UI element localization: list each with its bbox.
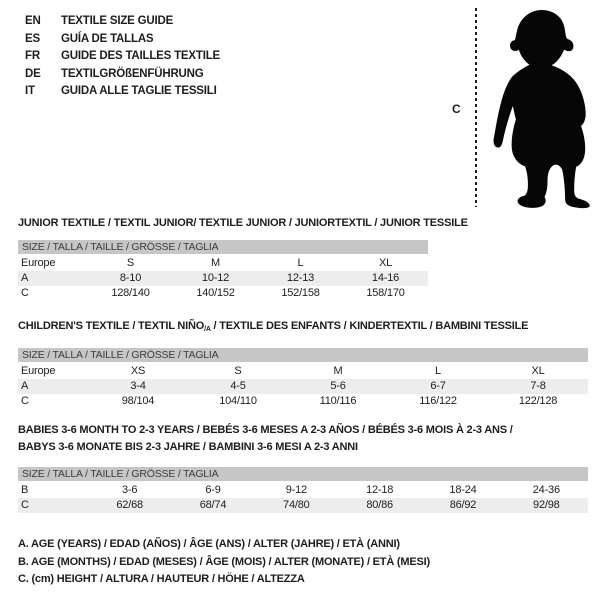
legend-note-b: B. AGE (MONTHS) / EDAD (MESES) / ÂGE (MOIS) / ALTER (MONATE) / ETÀ (MESI) — [18, 555, 430, 568]
size-cell: XL — [378, 257, 393, 269]
legend-note-a: A. AGE (YEARS) / EDAD (AÑOS) / ÂGE (ANS) / ALTER (JAHRE) / ETÀ (ANNI) — [18, 538, 400, 550]
size-header-bar: SIZE / TALLA / TAILLE / GRÖSSE / TAGLIA — [18, 467, 588, 481]
children-size-table — [18, 348, 588, 409]
table-row — [18, 286, 428, 301]
size-cell: 140/152 — [196, 287, 235, 299]
babies-size-table — [18, 467, 588, 513]
language-code: DE — [25, 67, 41, 80]
language-row — [25, 83, 220, 101]
row-label: C — [21, 395, 29, 407]
language-title-list — [25, 13, 220, 101]
legend-notes — [18, 536, 430, 589]
size-cell: 12-18 — [366, 484, 394, 496]
size-cell: 14-16 — [371, 272, 400, 284]
table-row — [18, 483, 588, 498]
size-cell: 104/110 — [219, 395, 257, 407]
language-row — [25, 13, 220, 31]
size-cell: 24-36 — [532, 484, 560, 496]
size-cell: 122/128 — [518, 395, 558, 407]
table-row — [18, 256, 428, 271]
size-cell: S — [126, 257, 135, 269]
size-cell: 18-24 — [449, 484, 477, 496]
size-cell: S — [234, 365, 242, 377]
guide-title: GUÍA DE TALLAS — [61, 32, 154, 45]
junior-table — [18, 256, 428, 301]
guide-title: GUIDE DES TAILLES TEXTILE — [61, 50, 220, 62]
size-cell: 128/140 — [111, 287, 150, 299]
size-cell: 9-12 — [285, 484, 307, 496]
language-code: IT — [25, 85, 35, 97]
row-label: B — [21, 484, 29, 496]
size-cell: 74/80 — [283, 499, 310, 511]
size-cell: M — [333, 365, 343, 377]
row-label: A — [21, 380, 29, 392]
guide-title: GUIDA ALLE TAGLIE TESSILI — [61, 85, 217, 97]
babies-section-heading — [18, 422, 513, 456]
babies-table — [18, 483, 588, 513]
language-code: EN — [25, 15, 41, 27]
table-row — [18, 498, 588, 513]
size-cell: 110/116 — [319, 395, 357, 407]
size-cell: XL — [531, 365, 545, 377]
heading-text: CHILDREN'S TEXTILE / TEXTIL NIÑO — [18, 320, 205, 332]
heading-text: / TEXTILE DES ENFANTS / KINDERTEXTIL / BAMBINI TESSILE — [210, 320, 529, 332]
junior-size-table — [18, 240, 428, 301]
height-measure-line — [475, 8, 477, 207]
language-code: FR — [25, 50, 40, 62]
size-cell: 86/92 — [449, 499, 477, 511]
size-cell: L — [297, 257, 304, 269]
size-cell: 152/158 — [281, 287, 320, 299]
children-section-heading — [18, 318, 528, 338]
legend-note-c: C. (cm) HEIGHT / ALTURA / HAUTEUR / HÖHE / ALTEZZA — [18, 573, 305, 585]
size-cell: 8-10 — [119, 272, 142, 284]
row-label: Europe — [21, 365, 56, 377]
row-label: Europe — [21, 257, 56, 269]
row-label: A — [21, 272, 29, 284]
heading-line: BABIES 3-6 MONTH TO 2-3 YEARS / BEBÉS 3-6 MESES A 2-3 AÑOS / BÉBÉS 3-6 MOIS À 2-3 ANS / — [18, 424, 513, 436]
size-cell: 98/104 — [121, 395, 155, 407]
size-cell: 3-4 — [130, 380, 146, 392]
size-cell: 10-12 — [201, 272, 230, 284]
size-cell: 80/86 — [366, 499, 393, 511]
size-cell: 158/170 — [366, 287, 405, 299]
heading-line: BABYS 3-6 MONATE BIS 2-3 JAHRE / BAMBINI 3-6 MESI A 2-3 ANNI — [18, 441, 358, 453]
size-header-bar: SIZE / TALLA / TAILLE / GRÖSSE / TAGLIA — [18, 240, 428, 254]
size-cell: 7-8 — [530, 380, 546, 392]
row-label: C — [21, 287, 29, 299]
language-row — [25, 66, 220, 84]
table-row — [18, 379, 588, 394]
size-cell: 5-6 — [330, 380, 346, 392]
table-row — [18, 364, 588, 379]
size-cell: 116/122 — [419, 395, 457, 407]
table-row — [18, 394, 588, 409]
size-cell: 12-13 — [286, 272, 315, 284]
table-row — [18, 271, 428, 286]
size-cell: 68/74 — [199, 499, 227, 511]
language-code: ES — [25, 32, 40, 45]
language-row — [25, 48, 220, 66]
height-measure-label: C — [452, 102, 461, 116]
size-cell: 4-5 — [230, 380, 246, 392]
size-header-bar: SIZE / TALLA / TAILLE / GRÖSSE / TAGLIA — [18, 348, 588, 362]
junior-section-heading: JUNIOR TEXTILE / TEXTIL JUNIOR/ TEXTILE JUNIOR / JUNIORTEXTIL / JUNIOR TESSILE — [18, 217, 468, 229]
size-cell: 6-9 — [205, 484, 221, 496]
guide-title: TEXTILGRÖßENFÜHRUNG — [61, 67, 204, 80]
size-cell: 62/68 — [116, 499, 143, 511]
size-cell: 3-6 — [122, 484, 138, 496]
size-cell: L — [435, 365, 441, 377]
guide-title: TEXTILE SIZE GUIDE — [61, 15, 174, 27]
baby-silhouette-icon — [484, 5, 598, 211]
size-cell: 92/98 — [533, 499, 560, 511]
children-table — [18, 364, 588, 409]
heading-subscript: /A — [204, 326, 211, 333]
size-cell: XS — [130, 365, 146, 377]
size-cell: M — [211, 257, 220, 269]
language-row — [25, 31, 220, 49]
row-label: C — [21, 499, 29, 511]
size-cell: 6-7 — [430, 380, 446, 392]
